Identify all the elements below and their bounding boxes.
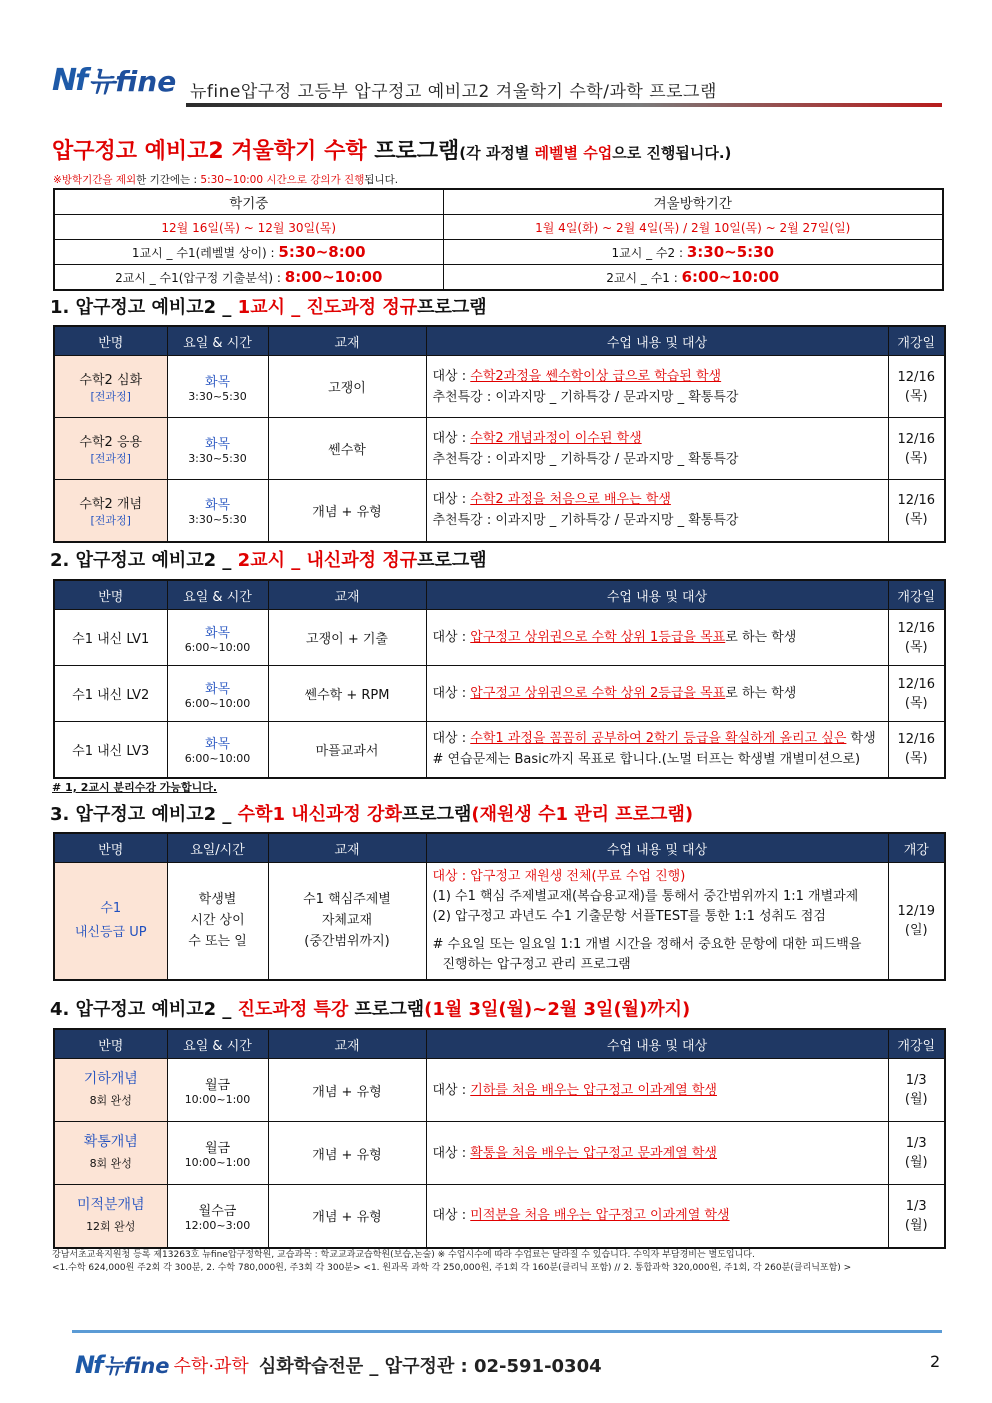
class-day: 화목 [204,374,231,390]
start-date: 12/16 [897,369,935,385]
class-day: 화목 [204,737,231,753]
target-cell [426,1122,888,1185]
class-name: 미적분개념 [76,1196,145,1213]
book-cell: 개념 + 유형 [268,1185,426,1248]
table-row [54,480,945,542]
class-name: 수학2 심화 [79,373,143,388]
sched-vacation-period1 [443,240,943,265]
table-row [54,666,945,722]
footnote-line2: <1.수학 624,000원 주2회 각 300분, 2. 수학 780,000원, 주3회 각 300분> <1. 원과목 과학 각 250,000원, 주1회 각 160분(클리닉 포함) // 2. 통합과학 320,000원, 주1회, 각 260분(클리닉포함) > [52,1263,852,1273]
title-paren-open: (각 과정별 [459,144,535,162]
sec4-title-d: (1월 3일(월)~2월 3일(월)까지) [424,999,691,1020]
class-name-cell [54,1122,167,1185]
logo-mark: Nf [52,62,87,98]
day-line2: 시간 상이 [190,913,245,929]
title-part2: 수학 [324,139,367,164]
class-day: 화목 [204,498,231,514]
split-enroll-note: # 1, 2교시 분리수강 가능합니다. [52,781,218,794]
header-divider [186,103,942,107]
start-day: (목) [904,450,928,466]
section3-title [50,800,693,826]
target-label: 대상 : [432,430,471,446]
section2-table [53,579,946,779]
sched-header-vacation: 겨울방학기간 [443,189,943,215]
target-text: 수학2과정을 쎈수학이상 급으로 학습된 학생 [470,368,722,384]
class-name: 확통개념 [83,1134,138,1150]
col-header: 교재 [268,1029,426,1059]
class-day: 화목 [204,681,231,697]
target-label: 대상 : [432,686,471,701]
class-time: 6:00~10:00 [184,640,251,654]
target-cell [426,666,888,722]
start-day: (목) [904,388,928,404]
class-day: 화목 [204,625,231,641]
target-line3: (2) 압구정고 과년도 수1 기출문항 서플TEST를 통한 1:1 성취도 점검 [432,908,826,924]
col-header: 반명 [54,1029,167,1059]
class-name-line1: 수1 [100,900,122,916]
section1-title [50,293,487,319]
target-label: 대상 : [432,731,471,747]
start-day: (목) [904,512,928,528]
start-day: (월) [904,1092,928,1107]
section2-title [50,546,487,572]
class-name-cell: 수1 내신 LV1 [54,610,167,666]
brand-logo [52,60,176,100]
target-text: 압구정고 상위권으로 수학 상위 2등급을 목표 [470,686,726,701]
book-cell: 쎈수학 + RPM [268,666,426,722]
start-date: 12/16 [897,676,935,692]
time-cell [167,666,268,722]
class-time: 12:00~3:00 [184,1218,251,1232]
book-cell: 개념 + 유형 [268,1059,426,1122]
time-cell [167,1185,268,1248]
class-time: 3:30~5:30 [188,389,247,403]
book-line2: 자체교재 [321,913,373,929]
time-cell [167,356,268,418]
col-header: 수업 내용 및 대상 [426,1029,888,1059]
title-paren-close: 으로 진행됩니다.) [612,144,732,162]
sec2-title-a: 2. 압구정고 예비고2 _ [50,550,238,571]
table-row [54,863,945,980]
col-header: 교재 [268,326,426,356]
recommend-text: 추천특강 : 이과지망 _ 기하특강 / 문과지망 _ 확통특강 [432,451,739,467]
start-date: 12/16 [897,431,935,447]
period-label: 2교시 _ 수1(압구정 기출분석) : [115,271,285,285]
sched-semester-period2 [54,265,443,291]
target-text: 확통을 처음 배우는 압구정고 문과계열 학생 [470,1145,717,1161]
footnote [52,1249,942,1275]
target-label: 대상 : [432,630,471,645]
target-tail: 학생 [846,731,876,747]
book-line1: 수1 핵심주제별 [303,892,391,908]
class-name-cell: 수1 내신 LV3 [54,722,167,778]
period-label: 1교시 _ 수2 : [611,246,687,260]
class-name-cell [54,1185,167,1248]
period-time: 3:30~5:30 [686,243,775,261]
start-cell [888,666,945,722]
recommend-text: 추천특강 : 이과지망 _ 기하특강 / 문과지망 _ 확통특강 [432,389,739,405]
class-time: 6:00~10:00 [184,752,251,766]
note-a: ※방학기간을 제외 [53,174,137,186]
class-name-cell [54,418,167,480]
table-row [54,356,945,418]
start-date: 1/3 [905,1136,927,1151]
schedule-note [53,172,398,187]
start-cell [888,418,945,480]
period-time: 5:30~8:00 [278,243,366,261]
document-title: 뉴fine압구정 고등부 압구정고 예비고2 겨울학기 수학/과학 프로그램 [190,82,717,102]
class-name-cell: 수1 내신 LV2 [54,666,167,722]
target-cell [426,418,888,480]
start-day: (월) [904,1155,928,1170]
class-tag: [전과정] [90,390,131,403]
target-label: 대상 : [432,368,471,384]
start-day: (목) [904,751,928,767]
period-label: 2교시 _ 수1 : [606,271,682,285]
class-name: 수학2 응용 [79,435,143,450]
class-time: 3:30~5:30 [188,513,247,527]
class-name: 기하개념 [83,1071,138,1087]
section3-table [53,832,946,981]
sec2-title-b: 2교시 _ 내신과정 정규 [237,550,418,571]
sched-header-semester: 학기중 [54,189,443,215]
start-day: (월) [904,1217,928,1233]
class-sub: 8회 완성 [89,1157,132,1170]
table-row [54,418,945,480]
sec4-title-a: 4. 압구정고 예비고2 _ [50,999,238,1020]
start-cell [888,863,945,980]
col-header: 개강일 [888,326,945,356]
table-row [54,610,945,666]
time-cell [167,480,268,542]
sec3-title-a: 3. 압구정고 예비고2 _ [50,804,238,825]
sched-vacation-period2 [443,265,943,291]
class-day: 월금 [204,1141,231,1156]
start-cell [888,1059,945,1122]
footer-brand [75,1350,602,1380]
target-label: 대상 : [432,1145,471,1161]
book-cell: 개념 + 유형 [268,480,426,542]
class-name-cell [54,863,167,980]
start-cell [888,480,945,542]
table-row [54,722,945,778]
col-header: 교재 [268,833,426,863]
start-day: (일) [904,922,928,938]
class-time: 3:30~5:30 [188,451,247,465]
target-text: 미적분을 처음 배우는 압구정고 이과계열 학생 [470,1208,730,1224]
start-date: 12/16 [897,620,935,636]
col-header: 교재 [268,580,426,610]
target-label: 대상 : [432,1208,471,1224]
recommend-text: 추천특강 : 이과지망 _ 기하특강 / 문과지망 _ 확통특강 [432,513,739,529]
start-date: 12/16 [897,732,935,748]
logo-text: 뉴fine [88,65,177,98]
target-cell [426,1059,888,1122]
col-header: 수업 내용 및 대상 [426,326,888,356]
target-tail: 로 하는 학생 [725,686,797,701]
start-date: 12/16 [897,493,935,509]
col-header: 개강 [888,833,945,863]
time-cell [167,1059,268,1122]
sec1-title-c: 프로그램 [417,297,487,318]
sched-semester-period1 [54,240,443,265]
sec3-title-d: (재원생 수1 관리 프로그램) [471,804,694,825]
class-name-line2: 내신등급 UP [74,924,147,940]
book-cell: 개념 + 유형 [268,1122,426,1185]
schedule-table [53,188,944,291]
target-text: 압구정고 상위권으로 수학 상위 1등급을 목표 [470,630,726,645]
class-time: 10:00~1:00 [184,1156,251,1169]
period-time: 6:00~10:00 [681,268,780,286]
target-cell [426,722,888,778]
sec4-title-b: 진도과정 특강 [237,999,349,1020]
time-cell [167,1122,268,1185]
start-cell [888,610,945,666]
col-header: 요일 & 시간 [167,1029,268,1059]
target-cell [426,863,888,980]
sec3-title-c: 프로그램 [401,804,472,825]
start-day: (목) [904,639,928,655]
book-cell: 고쟁이 + 기출 [268,610,426,666]
target-text: 기하를 처음 배우는 압구정고 이과계열 학생 [470,1082,717,1098]
class-tag: [전과정] [90,452,131,465]
target-cell [426,610,888,666]
title-part3: 프로그램 [366,139,460,164]
col-header: 개강일 [888,1029,945,1059]
class-time: 6:00~10:00 [184,696,251,710]
sec3-title-b: 수학1 내신과정 강화 [237,804,402,825]
sec2-title-c: 프로그램 [417,550,487,571]
class-day: 월금 [204,1078,231,1093]
class-tag: [전과정] [90,513,131,527]
target-text: 수학1 과정을 꼼꼼히 공부하여 2학기 등급을 확실하게 올리고 싶은 [470,731,847,747]
time-cell [167,418,268,480]
class-name-cell [54,1059,167,1122]
sec1-title-b: 1교시 _ 진도과정 정규 [237,297,418,318]
period-time: 8:00~10:00 [284,268,383,286]
footer-subjects: 수학·과학 [173,1356,249,1377]
period-label: 1교시 _ 수1(레벨별 상이) : [131,246,279,260]
title-part1: 압구정고 예비고2 겨울학기 [52,139,325,164]
col-header: 수업 내용 및 대상 [426,833,888,863]
start-date: 1/3 [905,1198,927,1214]
target-cell [426,356,888,418]
day-line3: 수 또는 일 [188,934,247,950]
note-c: 5:30~10:00 시간으로 강의가 진행 [200,174,365,186]
target-label: 대상 : [432,492,471,508]
time-cell [167,863,268,980]
start-cell [888,1122,945,1185]
col-header: 반명 [54,326,167,356]
class-sub: 12회 완성 [86,1219,136,1233]
class-name-cell [54,356,167,418]
target-tail: 로 하는 학생 [725,630,797,645]
target-line2: (1) 수1 핵심 주제별교재(복습용교재)를 통해서 중간범위까지 1:1 개별과제 [432,888,859,904]
start-date: 12/19 [897,903,935,919]
start-cell [888,356,945,418]
time-cell [167,610,268,666]
target-cell [426,1185,888,1248]
col-header: 개강일 [888,580,945,610]
page-number: 2 [930,1352,941,1371]
footnote-line1: 강남서초교육지원청 등록 제13263호 뉴fine압구정학원, 교습과목 : 학교교과교습학원(보습,논술) ※ 수업시수에 따라 수업료는 달라질 수 있습니다. 수익자 부담경비는 별도입니다. [52,1250,755,1260]
target-text: 수학2 과정을 처음으로 배우는 학생 [470,492,671,508]
col-header: 요일/시간 [167,833,268,863]
class-day: 월수금 [198,1203,237,1219]
day-line1: 학생별 [198,892,237,908]
class-sub: 8회 완성 [89,1094,132,1107]
book-cell: 고쟁이 [268,356,426,418]
class-name-cell [54,480,167,542]
sec1-title-a: 1. 압구정고 예비고2 _ [50,297,238,318]
target-line4: # 수요일 또는 일요일 1:1 개별 시간을 정해서 중요한 문항에 대한 피드백을 [432,936,862,952]
section4-table [53,1028,946,1249]
col-header: 요일 & 시간 [167,580,268,610]
note-b: 한 기간에는 : [136,174,201,186]
start-cell [888,722,945,778]
footer-divider [72,1330,942,1333]
col-header: 수업 내용 및 대상 [426,580,888,610]
table-row [54,1122,945,1185]
class-name: 수학2 개념 [79,496,143,512]
target-text: 수학2 개념과정이 이수된 학생 [470,430,642,446]
book-line3: (중간범위까지) [304,934,390,950]
footer-logo-text: 뉴fine [103,1354,170,1378]
extra-note: # 연습문제는 Basic까지 목표로 합니다.(노멀 터프는 학생별 개별미션으로) [432,752,861,768]
section1-table [53,325,946,543]
target-cell [426,480,888,542]
target-line5: 진행하는 압구정고 관리 프로그램 [442,956,631,972]
col-header: 반명 [54,580,167,610]
col-header: 반명 [54,833,167,863]
book-cell: 쎈수학 [268,418,426,480]
main-title [52,134,731,165]
time-cell [167,722,268,778]
target-line1: 대상 : 압구정고 재원생 전체(무료 수업 진행) [432,868,686,884]
section4-title [50,995,690,1021]
note-d: 됩니다. [364,174,399,186]
book-cell: 마플교과서 [268,722,426,778]
footer-logo-mark: Nf [75,1351,102,1379]
title-paren-red: 레벨별 수업 [534,144,613,162]
start-day: (목) [904,695,928,711]
target-label: 대상 : [432,1082,471,1098]
book-cell [268,863,426,980]
class-day: 화목 [204,436,231,452]
footer-contact: 심화학습전문 _ 압구정관 : 02-591-0304 [258,1356,602,1377]
class-time: 10:00~1:00 [184,1093,251,1106]
sched-vacation-dates: 1월 4일(화) ~ 2월 4일(목) / 2월 10일(목) ~ 2월 27일(일) [443,215,943,240]
start-cell [888,1185,945,1248]
sched-semester-dates: 12월 16일(목) ~ 12월 30일(목) [54,215,443,240]
col-header: 요일 & 시간 [167,326,268,356]
table-row [54,1059,945,1122]
start-date: 1/3 [905,1073,927,1088]
sec4-title-c: 프로그램 [348,999,425,1020]
table-row [54,1185,945,1248]
